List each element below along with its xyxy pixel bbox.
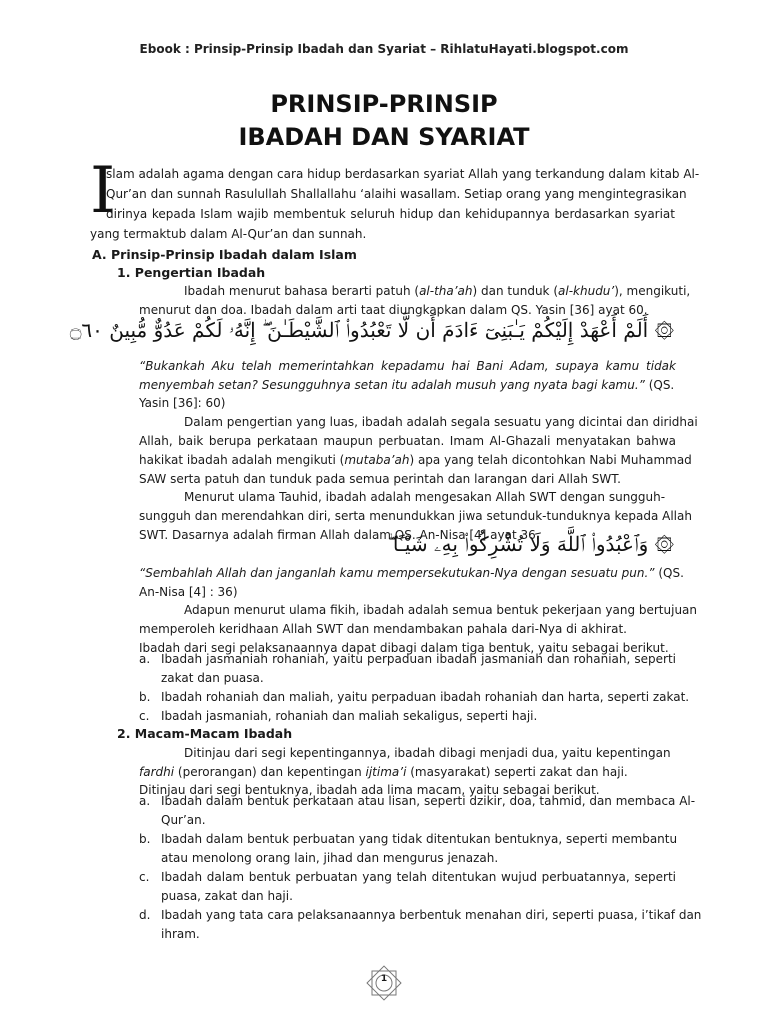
- p3-line: Menurut ulama Tauhid, ibadah adalah mengesakan Allah SWT dengan sungguh-: [184, 490, 666, 504]
- list-item-line: Qur’an.: [161, 813, 206, 827]
- p5-line: Ibadah dari segi pelaksanaannya dapat dibagi dalam tiga bentuk, yaitu sebagai berikut.: [139, 641, 669, 655]
- quote-ref-line: An-Nisa [4] : 36): [139, 585, 238, 599]
- arabic-verse-yasin-60: ۞ أَلَمْ أَعْهَدْ إِلَيْكُمْ يَـٰبَنِىٓ ءَادَمَ أَن لَّا تَعْبُدُوا۟ ٱلشَّيْطَـٰنَ ۖ إِنَّهُۥ لَكُمْ عَدُوٌّ مُّبِينٌ ۝٦٠: [69, 318, 674, 342]
- list-item-line: Ibadah dalam bentuk perbuatan yang tidak ditentukan bentuknya, seperti membantu: [161, 832, 678, 846]
- arabic-term: al-khudu’: [558, 284, 615, 298]
- paragraph-line: [184, 281, 690, 301]
- list-item-line: ihram.: [161, 927, 200, 941]
- list-marker: a.: [139, 652, 151, 666]
- p6-line: Ditinjau dari segi kepentingannya, ibadah dibagi menjadi dua, yaitu kepentingan: [184, 746, 671, 760]
- page-header: Ebook : Prinsip-Prinsip Ibadah dan Syariat – RihlatuHayati.blogspot.com: [139, 42, 629, 56]
- quote-line: [139, 563, 684, 583]
- list-item-line: Ibadah dalam bentuk perbuatan yang telah ditentukan wujud perbuatannya, seperti: [161, 870, 676, 884]
- p1-line-2: menurut dan doa. Ibadah dalam arti taat diungkapkan dalam QS. Yasin [36] ayat 60.: [139, 303, 648, 317]
- list-item-line: puasa, zakat dan haji.: [161, 889, 293, 903]
- arabic-term: mutaba’ah: [344, 453, 410, 467]
- p3-line: sungguh dan merendahkan diri, serta menundukkan jiwa setunduk-tunduknya kepada Allah: [139, 509, 692, 523]
- term-fardhi: fardhi: [139, 765, 175, 779]
- p2-line: SAW serta patuh dan tunduk pada semua perintah dan larangan dari Allah SWT.: [139, 472, 621, 486]
- page-title-line-2: IBADAH DAN SYARIAT: [238, 123, 530, 151]
- subsection-heading-1: 1. Pengertian Ibadah: [117, 265, 266, 280]
- list-item-line: Ibadah yang tata cara pelaksanaannya berbentuk menahan diri, seperti puasa, i’tikaf dan: [161, 908, 702, 922]
- intro-line: yang termaktub dalam Al-Qur’an dan sunnah.: [90, 227, 367, 241]
- quote-ref-line: Yasin [36]: 60): [139, 396, 226, 410]
- p2-line: hakikat ibadah adalah mengikuti (mutaba’ah) apa yang telah dicontohkan Nabi Muhammad: [139, 453, 692, 467]
- p1-line-1: Ibadah menurut bahasa berarti patuh (al-tha’ah) dan tunduk (al-khudu’), mengikuti,: [184, 284, 691, 298]
- p3-line: SWT. Dasarnya adalah firman Allah dalam QS. An-Nisa [4] ayat 36.: [139, 528, 540, 542]
- p2-line: Dalam pengertian yang luas, ibadah adalah segala sesuatu yang dicintai dan diridhai: [184, 415, 698, 429]
- list-item-line: Ibadah rohaniah dan maliah, yaitu perpaduan ibadah rohaniah dan harta, seperti zakat.: [161, 690, 690, 704]
- intro-line: Qur’an dan sunnah Rasulullah Shallallahu ‘alaihi wasallam. Setiap orang yang mengintegrasikan: [106, 187, 687, 201]
- arabic-verse-an-nisa-36: ۞ وَٱعْبُدُوا۟ ٱللَّهَ وَلَا تُشْرِكُوا۟ بِهِۦ شَيْـًا ۖ: [387, 532, 674, 556]
- p2-line: Allah, baik berupa perkataan maupun perbuatan. Imam Al-Ghazali menyatakan bahwa: [139, 434, 676, 448]
- intro-line: dirinya kepada Islam wajib membentuk seluruh hidup dan kehidupannya berdasarkan syariat: [106, 207, 675, 221]
- quote-text: menyembah setan? Sesungguhnya setan itu adalah musuh yang nyata bagi kamu.”: [139, 378, 645, 392]
- p6-line: [139, 762, 628, 782]
- section-heading-a: A. Prinsip-Prinsip Ibadah dalam Islam: [92, 247, 357, 262]
- quote-line: [139, 375, 674, 395]
- page-title-line-1: PRINSIP-PRINSIP: [270, 90, 498, 118]
- intro-line: slam adalah agama dengan cara hidup berdasarkan syariat Allah yang terkandung dalam kitab Al-: [106, 167, 700, 181]
- list-item-line: zakat dan puasa.: [161, 671, 264, 685]
- quote-ref: (QS.: [654, 566, 684, 580]
- list-marker: c.: [139, 709, 150, 723]
- list-marker: d.: [139, 908, 151, 922]
- p7-line: Ditinjau dari segi bentuknya, ibadah ada lima macam, yaitu sebagai berikut.: [139, 783, 600, 797]
- list-item-line: Ibadah dalam bentuk perkataan atau lisan, seperti dzikir, doa, tahmid, dan membaca Al-: [161, 794, 696, 808]
- list-marker: a.: [139, 794, 151, 808]
- term-ijtimai: ijtima’i: [365, 765, 407, 779]
- p4-line: Adapun menurut ulama fikih, ibadah adalah semua bentuk pekerjaan yang bertujuan: [184, 603, 698, 617]
- page-number: 1: [380, 974, 388, 984]
- subsection-heading-2: 2. Macam-Macam Ibadah: [117, 726, 293, 741]
- list-marker: b.: [139, 690, 151, 704]
- p6-text: (perorangan) dan kepentingan: [174, 765, 366, 779]
- list-item-line: Ibadah jasmaniah rohaniah, yaitu perpaduan ibadah jasmaniah dan rohaniah, seperti: [161, 652, 676, 666]
- arabic-term: al-tha’ah: [419, 284, 473, 298]
- drop-cap: I: [90, 154, 116, 228]
- list-marker: b.: [139, 832, 151, 846]
- quote-ref: (QS.: [644, 378, 675, 392]
- p6-text: (masyarakat) seperti zakat dan haji.: [406, 765, 628, 779]
- quote-text: “Sembahlah Allah dan janganlah kamu mempersekutukan-Nya dengan sesuatu pun.”: [139, 566, 655, 580]
- list-item-line: Ibadah jasmaniah, rohaniah dan maliah sekaligus, seperti haji.: [161, 709, 538, 723]
- list-marker: c.: [139, 870, 150, 884]
- p4-line: memperoleh keridhaan Allah SWT dan mendambakan pahala dari-Nya di akhirat.: [139, 622, 627, 636]
- list-item-line: atau menolong orang lain, jihad dan mengurus jenazah.: [161, 851, 499, 865]
- quote-line: “Bukankah Aku telah memerintahkan kepadamu hai Bani Adam, supaya kamu tidak: [139, 359, 676, 373]
